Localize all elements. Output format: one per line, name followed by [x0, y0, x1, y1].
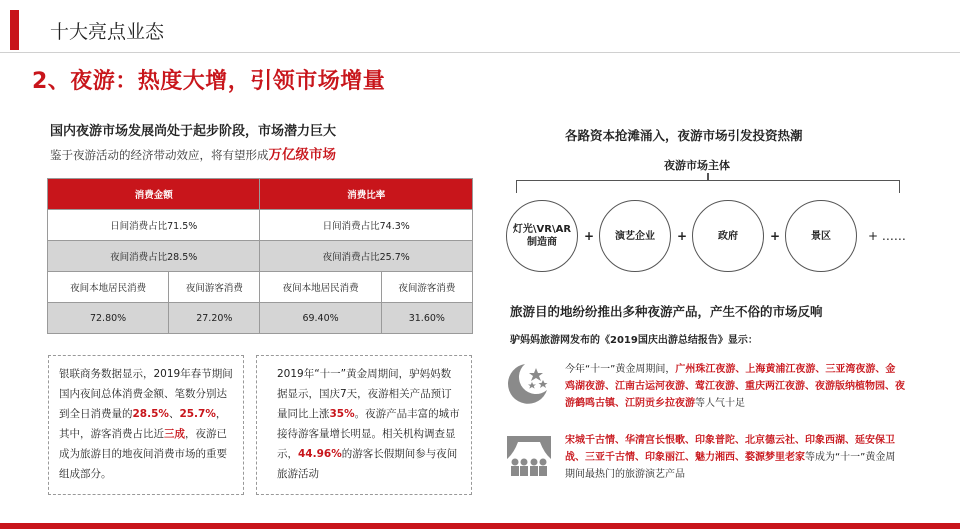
table-header-ratio: 消费比率	[260, 179, 473, 210]
box2-highlight: 35%	[329, 408, 355, 420]
box2-text: 的游客长假期间参与夜间旅游活动	[277, 448, 458, 480]
table-cell-day-ratio: 日间消费占比74.3%	[260, 210, 473, 241]
ellipsis: + ……	[868, 229, 906, 243]
table-header-amount: 消费金额	[48, 179, 260, 210]
table-value: 72.80%	[48, 303, 169, 334]
plus-sign: +	[677, 229, 688, 243]
plus-sign: +	[770, 229, 781, 243]
performance-report	[565, 432, 905, 483]
night-spending-table	[47, 178, 473, 334]
bottom-accent-bar	[0, 523, 960, 529]
box1-highlight: 25.7%	[179, 408, 216, 420]
entity-circle-scenic	[785, 200, 857, 272]
table-value: 31.60%	[381, 303, 472, 334]
entities-bracket	[516, 180, 900, 193]
left-subheading-text: 鉴于夜游活动的经济带动效应，将有望形成	[50, 148, 269, 162]
box1-highlight: 28.5%	[132, 408, 169, 420]
page-title: 2、夜游：热度大增，引领市场增量	[32, 69, 386, 94]
box1-highlight: 三成	[164, 428, 185, 440]
entity-circle-government	[692, 200, 764, 272]
products-heading: 旅游目的地纷纷推出多种夜游产品，产生不俗的市场反响	[510, 304, 823, 319]
box1-text: ，夜游已成为旅游目的地夜间消费市场的重要组成部分。	[59, 428, 227, 480]
box1-text: ，其中，游客消费占比近	[59, 408, 227, 440]
plus-sign: +	[584, 229, 595, 243]
section-title: 十大亮点业态	[50, 21, 165, 43]
box2-text: 2019年“十一”黄金周期间，驴妈妈数据显示，国庆7天，夜游相关产品预订量同比上涨	[277, 368, 452, 420]
night-tour-report	[565, 361, 905, 412]
table-subheader: 夜间本地居民消费	[260, 272, 381, 303]
theater-stage-icon	[506, 435, 552, 477]
header-divider	[0, 52, 960, 53]
entity-label: 灯光\VR\AR 制造商	[512, 224, 572, 248]
table-cell-night-amount: 夜间消费占比28.5%	[48, 241, 260, 272]
investment-heading: 各路资本抢滩涌入，夜游市场引发投资热潮	[565, 128, 803, 143]
table-cell-night-ratio: 夜间消费占比25.7%	[260, 241, 473, 272]
entity-label: 政府	[718, 230, 738, 242]
entity-circle-performing	[599, 200, 671, 272]
golden-week-data-box	[256, 355, 472, 495]
box1-text: 银联商务数据显示，2019年春节期间国内夜间总体消费金额、笔数分别达到全日消费量的	[59, 368, 233, 420]
box2-text: 。夜游产品丰富的城市接待游客量增长明显。相关机构调查显示，	[277, 408, 460, 460]
table-subheader: 夜间本地居民消费	[48, 272, 169, 303]
market-entities-label: 夜游市场主体	[664, 159, 730, 172]
report2-highlight: 宋城千古情、华清宫长恨歌、印象普陀、北京德云社、印象西湖、延安保卫战、三亚千古情、印象丽江、魅力湘西、婺源梦里老家	[565, 435, 895, 463]
entity-label: 景区	[811, 230, 831, 242]
table-subheader: 夜间游客消费	[169, 272, 260, 303]
report2-text: 等成为“十一”黄金周期间最热门的旅游演艺产品	[565, 452, 896, 480]
unionpay-data-box	[48, 355, 244, 495]
left-subheading	[50, 143, 336, 163]
entity-circle-tech	[506, 200, 578, 272]
report1-text: 今年“十一”黄金周期间，	[565, 364, 676, 375]
table-subheader: 夜间游客消费	[381, 272, 472, 303]
report1-text: 等人气十足	[695, 398, 745, 409]
box2-highlight: 44.96%	[298, 448, 342, 460]
moon-stars-icon	[503, 360, 551, 406]
section-accent-bar	[10, 10, 19, 50]
table-cell-day-amount: 日间消费占比71.5%	[48, 210, 260, 241]
report1-highlight: 广州珠江夜游、上海黄浦江夜游、三亚湾夜游、金鸡湖夜游、江南古运河夜游、莺江夜游、重庆两江夜游、夜游版纳植物园、夜游鹤鸣古镇、江阴贡乡拉夜游	[565, 364, 905, 409]
left-heading: 国内夜游市场发展尚处于起步阶段，市场潜力巨大	[50, 124, 337, 139]
entity-label: 演艺企业	[615, 230, 655, 242]
table-value: 69.40%	[260, 303, 381, 334]
left-subheading-highlight: 万亿级市场	[268, 147, 336, 163]
table-value: 27.20%	[169, 303, 260, 334]
box1-text: 、	[168, 408, 180, 420]
report-source: 驴妈妈旅游网发布的《2019国庆出游总结报告》显示：	[510, 335, 758, 346]
